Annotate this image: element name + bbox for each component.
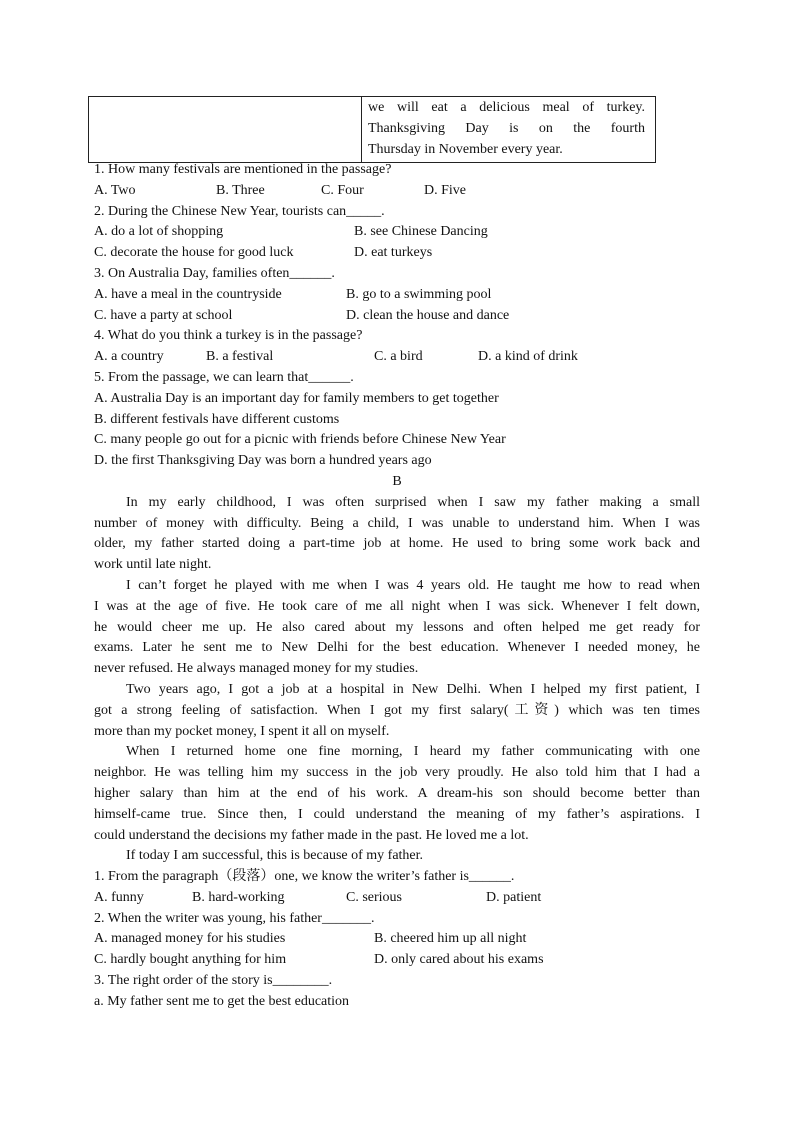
option-d[interactable]: D. clean the house and dance — [346, 307, 510, 323]
passage-line: If today I am successful, this is because of my father. — [126, 848, 424, 864]
passage-paragraph-1 — [94, 493, 700, 576]
option-a[interactable]: A. funny — [94, 889, 144, 905]
passage-line: work until late night. — [94, 557, 212, 573]
option-a[interactable]: A. Australia Day is an important day for family members to get together — [94, 390, 499, 406]
option-a[interactable]: A. have a meal in the countryside — [94, 286, 282, 302]
option-row — [94, 285, 700, 306]
question-stem: 2. When the writer was young, his father_______. — [94, 910, 375, 926]
option-a[interactable]: A. do a lot of shopping — [94, 224, 224, 240]
question-stem: 1. How many festivals are mentioned in the passage? — [94, 162, 392, 177]
passage-line: number of money with difficulty. Being a child, I was unable to understand him. When I was — [94, 515, 700, 531]
table-text-cell — [362, 97, 656, 163]
passage-line: more than my pocket money, I spent it all on myself. — [94, 723, 390, 739]
passage-line: When I returned home one fine morning, I heard my father communicating with one — [126, 744, 700, 760]
table-line: Thanksgiving Day is on the fourth — [368, 120, 645, 136]
option-b[interactable]: B. hard-working — [192, 889, 285, 905]
option-d[interactable]: D. Five — [424, 182, 466, 198]
option-c[interactable]: C. serious — [346, 889, 402, 905]
passage-line: neighbor. He was telling him my success in the job very proudly. He also told him that I had a — [94, 765, 700, 781]
option-a[interactable]: A. managed money for his studies — [94, 931, 286, 947]
continuation-table — [88, 96, 656, 163]
option-c[interactable]: C. hardly bought anything for him — [94, 952, 287, 968]
table-line: Thursday in November every year. — [368, 141, 563, 157]
option-row — [94, 306, 700, 327]
option-d[interactable]: D. patient — [486, 889, 542, 905]
question-stem: 1. From the paragraph（段落）one, we know the writer’s father is______. — [94, 869, 515, 885]
option-c[interactable]: C. a bird — [374, 349, 423, 365]
passage-line: In my early childhood, I was often surprised when I saw my father making a small — [126, 494, 700, 510]
passage-paragraph-3 — [94, 680, 700, 742]
passage-line: himself-came true. Since then, I could understand the meaning of my father’s aspirations. I — [94, 806, 700, 822]
option-b[interactable]: B. Three — [216, 182, 265, 198]
table-empty-cell — [89, 97, 362, 163]
passage-line: Two years ago, I got a job at a hospital in New Delhi. When I helped my first patient, I — [126, 681, 700, 697]
content-flow — [94, 160, 700, 1013]
passage-line: he would cheer me up. He also cared about my lessons and often helped me get ready for — [94, 619, 700, 635]
option-row — [94, 347, 700, 368]
option-row — [94, 929, 700, 950]
option-b[interactable]: B. go to a swimming pool — [346, 286, 492, 302]
passage-line: older, my father started doing a part-time job at home. He used to bring some work back and — [94, 536, 700, 552]
passage-paragraph-2 — [94, 576, 700, 680]
option-row — [94, 888, 700, 909]
option-row — [94, 181, 700, 202]
option-c[interactable]: C. many people go out for a picnic with friends before Chinese New Year — [94, 432, 506, 448]
option-b[interactable]: B. different festivals have different customs — [94, 411, 340, 427]
option-c[interactable]: C. decorate the house for good luck — [94, 245, 294, 261]
passage-line: I can’t forget he played with me when I was 4 years old. He taught me how to read when — [126, 577, 700, 593]
section-b-heading: B — [392, 473, 402, 489]
question-stem: 2. During the Chinese New Year, tourists can_____. — [94, 203, 385, 219]
option-row — [94, 389, 700, 410]
passage-line: got a strong feeling of satisfaction. When I got my first salary(工资) which was ten times — [94, 702, 700, 718]
passage-line: higher salary than him at the end of his work. A dream-his son should become better than — [94, 785, 700, 801]
option-row — [94, 950, 700, 971]
option-row — [94, 410, 700, 431]
question-stem: 4. What do you think a turkey is in the passage? — [94, 328, 363, 344]
order-item-a: a. My father sent me to get the best education — [94, 993, 350, 1009]
table-line: we will eat a delicious meal of turkey. — [368, 100, 645, 115]
passage-line: never refused. He always managed money for my studies. — [94, 661, 419, 677]
option-d[interactable]: D. the first Thanksgiving Day was born a hundred years ago — [94, 453, 432, 469]
passage-line: exams. Later he sent me to New Delhi for the best education. Whenever I needed money, he — [94, 640, 700, 656]
option-row — [94, 222, 700, 243]
option-row — [94, 451, 700, 472]
passage-paragraph-5 — [94, 846, 700, 867]
option-a[interactable]: A. Two — [94, 182, 136, 198]
question-stem: 3. The right order of the story is________. — [94, 973, 333, 989]
option-c[interactable]: C. have a party at school — [94, 307, 233, 323]
option-c[interactable]: C. Four — [321, 182, 364, 198]
option-b[interactable]: B. a festival — [206, 349, 274, 365]
option-d[interactable]: D. only cared about his exams — [374, 952, 544, 968]
option-row — [94, 243, 700, 264]
passage-paragraph-4 — [94, 742, 700, 846]
question-stem: 5. From the passage, we can learn that______. — [94, 369, 354, 385]
passage-line: I was at the age of five. He took care of me all night when I was sick. Whenever I felt down, — [94, 598, 700, 614]
option-d[interactable]: D. a kind of drink — [478, 349, 578, 365]
question-stem: 3. On Australia Day, families often______. — [94, 265, 335, 281]
passage-line: could understand the decisions my father made in the past. He loved me a lot. — [94, 827, 529, 843]
option-b[interactable]: B. see Chinese Dancing — [354, 224, 488, 240]
option-d[interactable]: D. eat turkeys — [354, 245, 433, 261]
option-a[interactable]: A. a country — [94, 349, 164, 365]
option-b[interactable]: B. cheered him up all night — [374, 931, 527, 947]
option-row — [94, 430, 700, 451]
